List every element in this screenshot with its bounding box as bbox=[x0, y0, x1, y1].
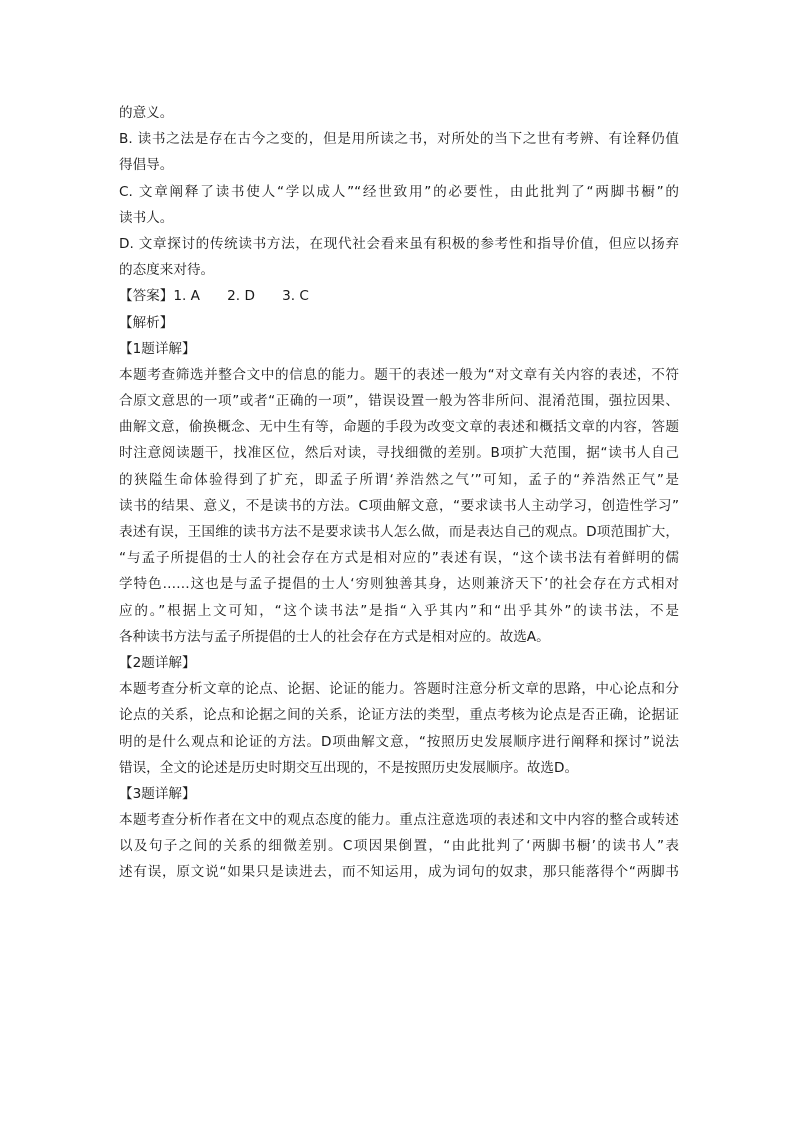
option-c-line: C. 文章阐释了读书使人“学以成人”“经世致用”的必要性，由此批判了“两脚书橱”的 bbox=[119, 183, 679, 200]
text-line: 得倡导。 bbox=[119, 157, 174, 174]
q3-detail-heading: 【3题详解】 bbox=[119, 785, 196, 802]
analysis-heading: 【解析】 bbox=[119, 314, 174, 331]
text-line: 的意义。 bbox=[119, 105, 174, 121]
option-b-line: B. 读书之法是存在古今之变的，但是用所读之书，对所处的当下之世有考辨、有诠释仍值 bbox=[119, 131, 679, 148]
text-line: 读书人。 bbox=[119, 209, 174, 226]
text-line: 以及句子之间的关系的细微差别。C项因果倒置，“由此批判了‘两脚书橱’的读书人”表 bbox=[119, 838, 679, 855]
text-line: 各种读书方法与孟子所提倡的士人的社会存在方式是相对应的。故选A。 bbox=[119, 628, 550, 645]
text-line: 错误，全文的论述是历史时期交互出现的，不是按照历史发展顺序。故选D。 bbox=[119, 759, 579, 776]
text-line: 论点的关系，论点和论据之间的关系，论证方法的类型，重点考核为论点是否正确，论据证 bbox=[119, 707, 679, 724]
text-line: 的态度来对待。 bbox=[119, 262, 215, 279]
q1-detail-heading: 【1题详解】 bbox=[119, 340, 196, 357]
text-line: 读书的结果、意义，不是读书的方法。C项曲解文意，“要求读书人主动学习，创造性学习” bbox=[119, 497, 679, 514]
answer-line: 【答案】1. A 2. D 3. C bbox=[119, 288, 309, 305]
text-line: 本题考查分析文章的论点、论据、论证的能力。答题时注意分析文章的思路，中心论点和分 bbox=[119, 681, 679, 698]
text-line: 学特色……这也是与孟子提倡的士人‘穷则独善其身，达则兼济天下’的社会存在方式相对 bbox=[119, 576, 679, 593]
q2-detail-heading: 【2题详解】 bbox=[119, 654, 196, 671]
text-line: “与孟子所提倡的士人的社会存在方式是相对应的”表述有误，“这个读书法有着鲜明的儒 bbox=[119, 550, 679, 567]
text-line: 本题考查筛选并整合文中的信息的能力。题干的表述一般为“对文章有关内容的表述，不符 bbox=[119, 366, 679, 383]
option-d-line: D. 文章探讨的传统读书方法，在现代社会看来虽有积极的参考性和指导价值，但应以扬弃 bbox=[119, 235, 679, 252]
text-line: 的狭隘生命体验得到了扩充，即孟子所谓‘养浩然之气’”可知，孟子的“养浩然正气”是 bbox=[119, 471, 679, 488]
text-line: 明的是什么观点和论证的方法。D项曲解文意，“按照历史发展顺序进行阐释和探讨”说法 bbox=[119, 733, 679, 750]
text-line: 曲解文意，偷换概念、无中生有等，命题的手段为改变文章的表述和概括文章的内容，答题 bbox=[119, 419, 679, 436]
text-line: 述有误，原文说“如果只是读进去，而不知运用，成为词句的奴隶，那只能落得个“两脚书 bbox=[119, 864, 679, 881]
text-line: 合原文意思的一项”或者“正确的一项”，错误设置一般为答非所问、混淆范围，强拉因果、 bbox=[119, 393, 679, 410]
text-line: 表述有误，王国维的读书方法不是要求读书人怎么做，而是表达自己的观点。D项范围扩大， bbox=[119, 524, 679, 540]
text-line: 时注意阅读题干，找准区位，然后对读，寻找细微的差别。B项扩大范围，据“读书人自己 bbox=[119, 445, 679, 462]
text-line: 本题考查分析作者在文中的观点态度的能力。重点注意选项的表述和文中内容的整合或转述 bbox=[119, 812, 679, 829]
document-body bbox=[119, 100, 679, 886]
text-line: 应的。”根据上文可知，“这个读书法”是指“入乎其内”和“出乎其外”的读书法，不是 bbox=[119, 602, 679, 619]
